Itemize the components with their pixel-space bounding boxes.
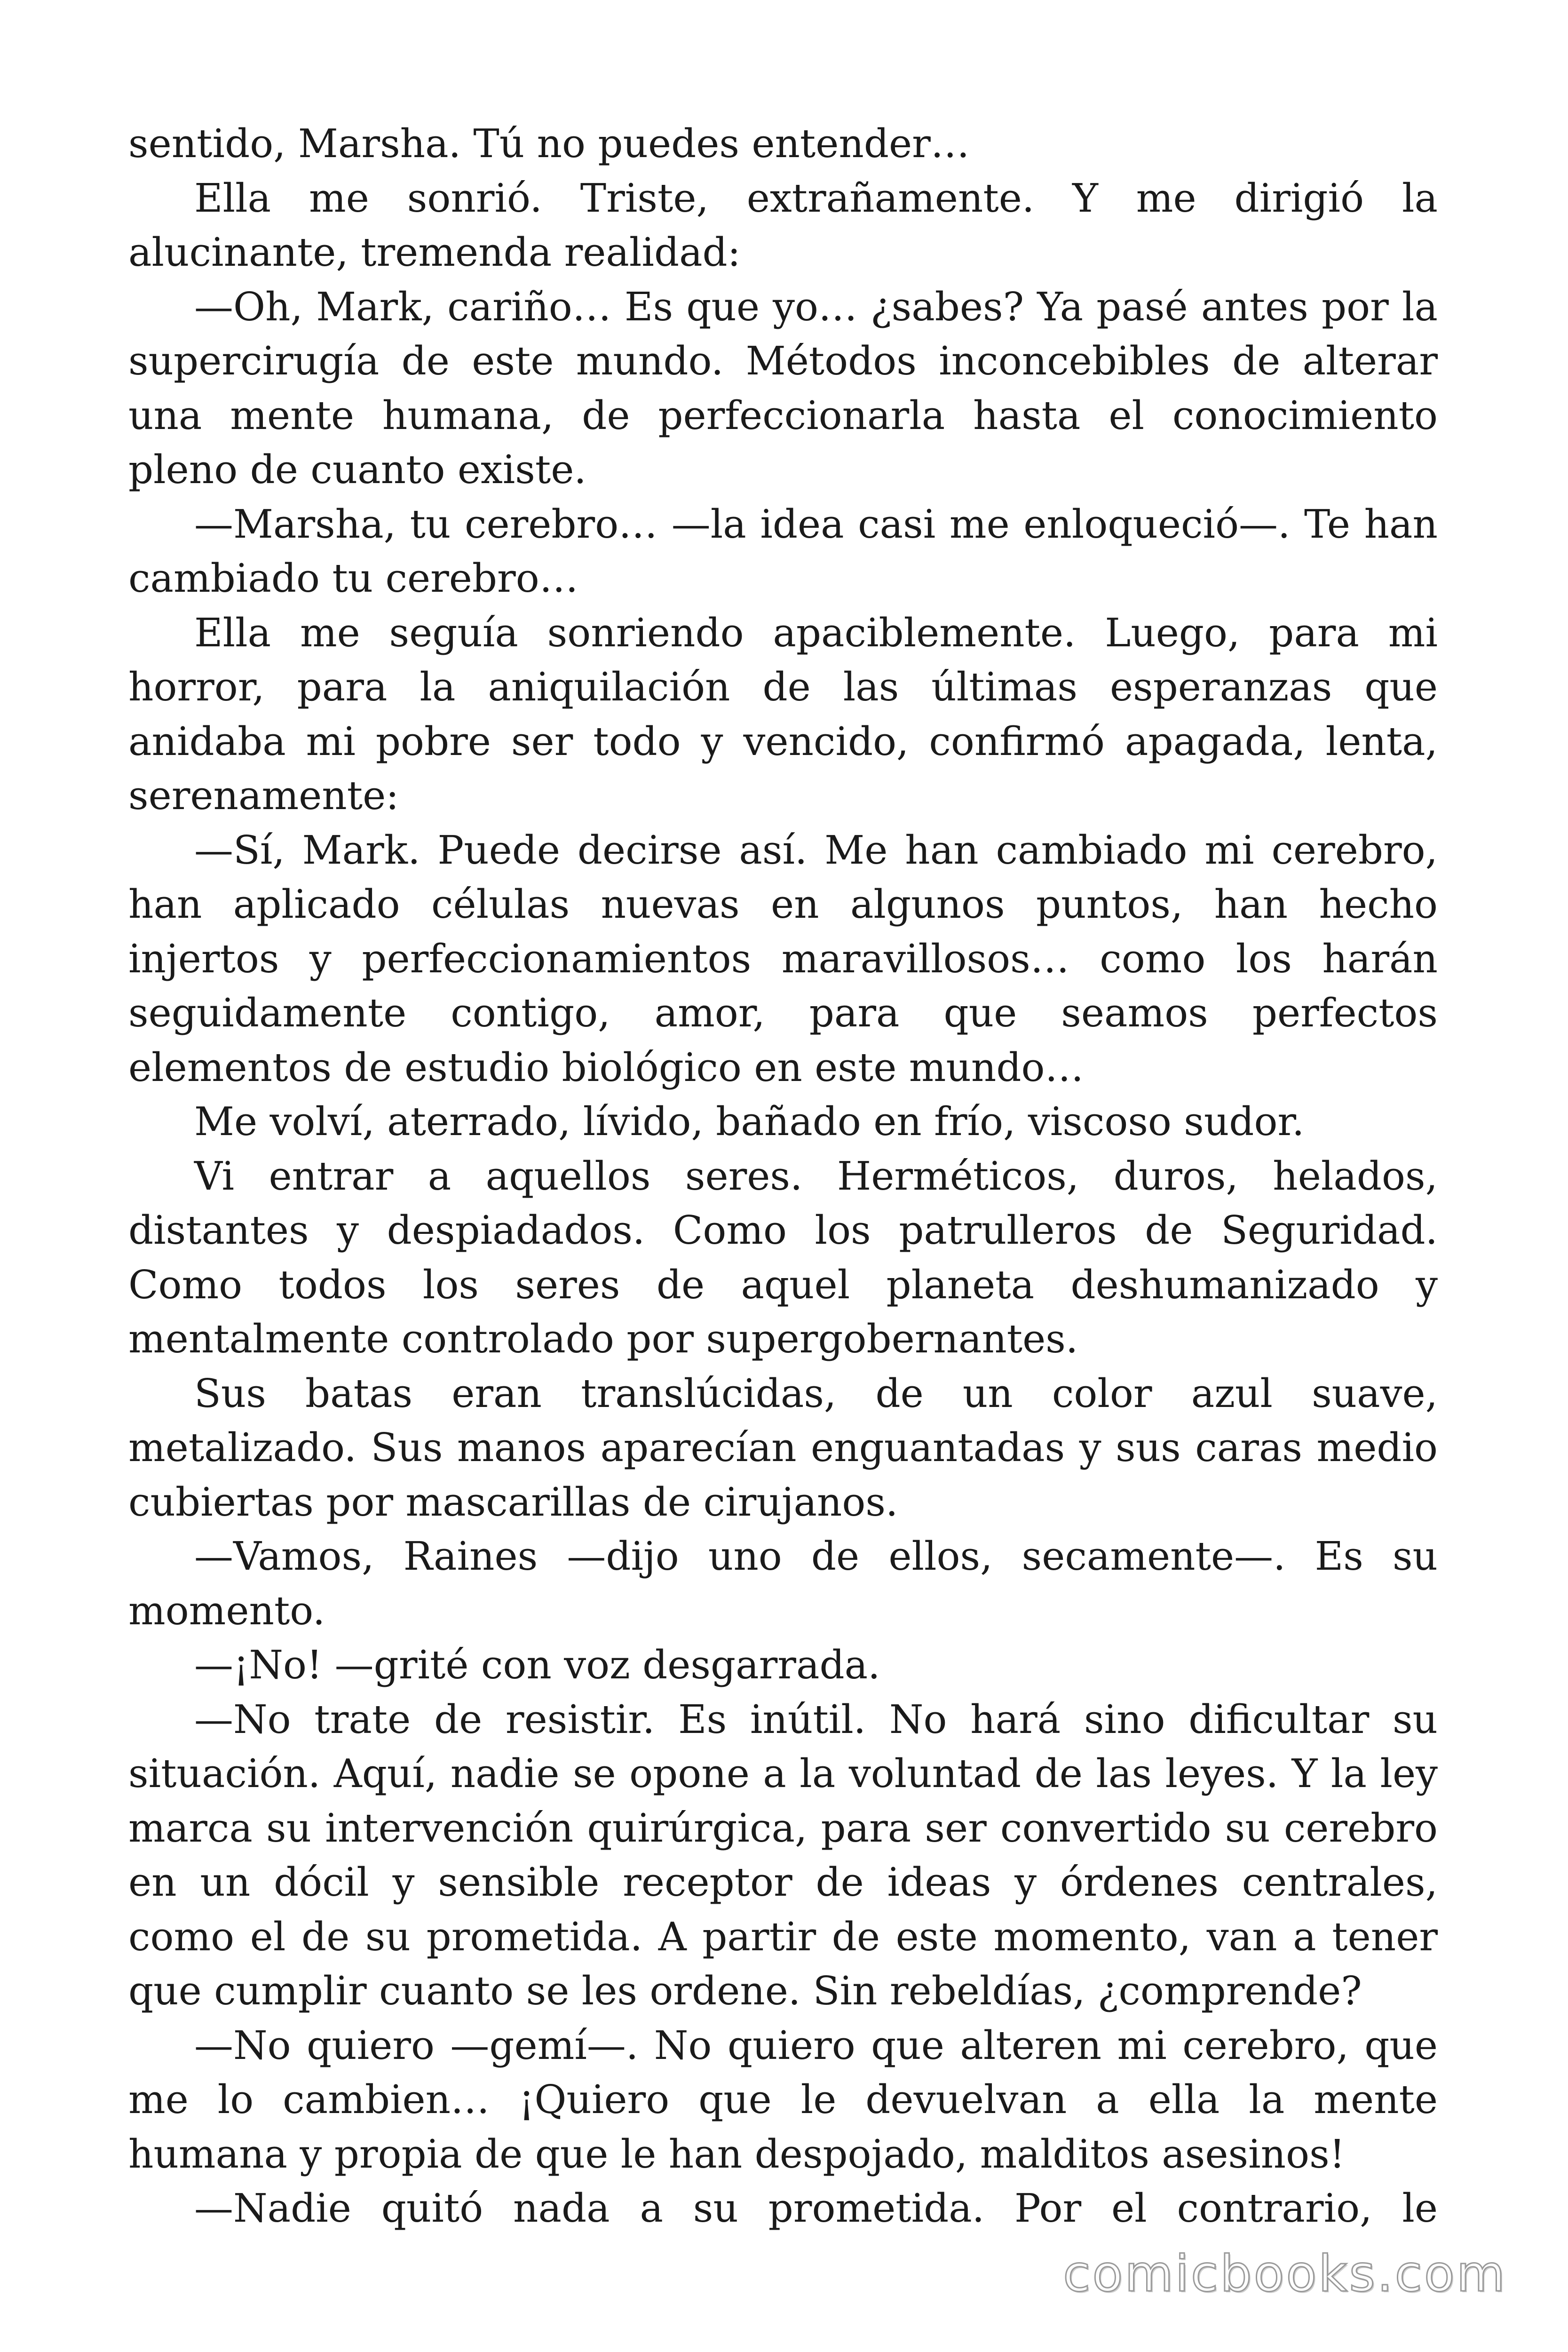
paragraph: Sus batas eran translúcidas, de un color azul suave, metalizado. Sus manos aparecían enguantadas y sus caras medio cubiertas por mascarillas de cirujanos. — [128, 1370, 1438, 1525]
paragraph: sentido, Marsha. Tú no puedes entender… — [128, 121, 970, 167]
paragraph: Ella me sonrió. Triste, extrañamente. Y me dirigió la alucinante, tremenda realidad: — [128, 175, 1438, 275]
page-body — [128, 117, 1438, 2236]
paragraph: —No trate de resistir. Es inútil. No hará sino dificultar su situación. Aquí, nadie se opone a la voluntad de las leyes. Y la ley marca su intervención quirúrgica, para ser convertido su cerebro en un dócil y sensible receptor de ideas y órdenes centrales, como el de su prometida. A partir de este momento, van a tener que cumplir cuanto se les ordene. Sin rebeldías, ¿comprende? — [128, 1696, 1438, 2014]
paragraph: —Vamos, Raines —dijo uno de ellos, secamente—. Es su momento. — [128, 1534, 1438, 1634]
paragraph: —Oh, Mark, cariño… Es que yo… ¿sabes? Ya pasé antes por la supercirugía de este mundo. Métodos inconcebibles de alterar una mente humana, de perfeccionarla hasta el conocimiento pleno de cuanto existe. — [128, 284, 1438, 493]
paragraph: Me volví, aterrado, lívido, bañado en frío, viscoso sudor. — [194, 1099, 1305, 1144]
paragraph: —Marsha, tu cerebro… —la idea casi me enloqueció—. Te han cambiado tu cerebro… — [128, 501, 1438, 601]
paragraph: —No quiero —gemí—. No quiero que alteren mi cerebro, que me lo cambien… ¡Quiero que le devuelvan a ella la mente humana y propia de que le han despojado, malditos asesinos! — [128, 2022, 1438, 2177]
paragraph: Vi entrar a aquellos seres. Herméticos, duros, helados, distantes y despiadados. Como los patrulleros de Seguridad. Como todos los seres de aquel planeta deshumanizado y mentalmente controlado por supergobernantes. — [128, 1153, 1438, 1362]
paragraph: —Sí, Mark. Puede decirse así. Me han cambiado mi cerebro, han aplicado células nuevas en algunos puntos, han hecho injertos y perfeccionamientos maravillosos… como los harán seguidamente contigo, amor, para que seamos perfectos elementos de estudio biológico en este mundo… — [128, 827, 1438, 1090]
paragraph: Ella me seguía sonriendo apaciblemente. Luego, para mi horror, para la aniquilación de las últimas esperanzas que anidaba mi pobre ser todo y vencido, confirmó apagada, lenta, serenamente: — [128, 610, 1438, 818]
paragraph: —¡No! —grité con voz desgarrada. — [194, 1642, 880, 1688]
paragraph: —Nadie quitó nada a su prometida. Por el contrario, le — [194, 2185, 1438, 2231]
watermark: comicbooks.com — [1063, 2245, 1507, 2303]
